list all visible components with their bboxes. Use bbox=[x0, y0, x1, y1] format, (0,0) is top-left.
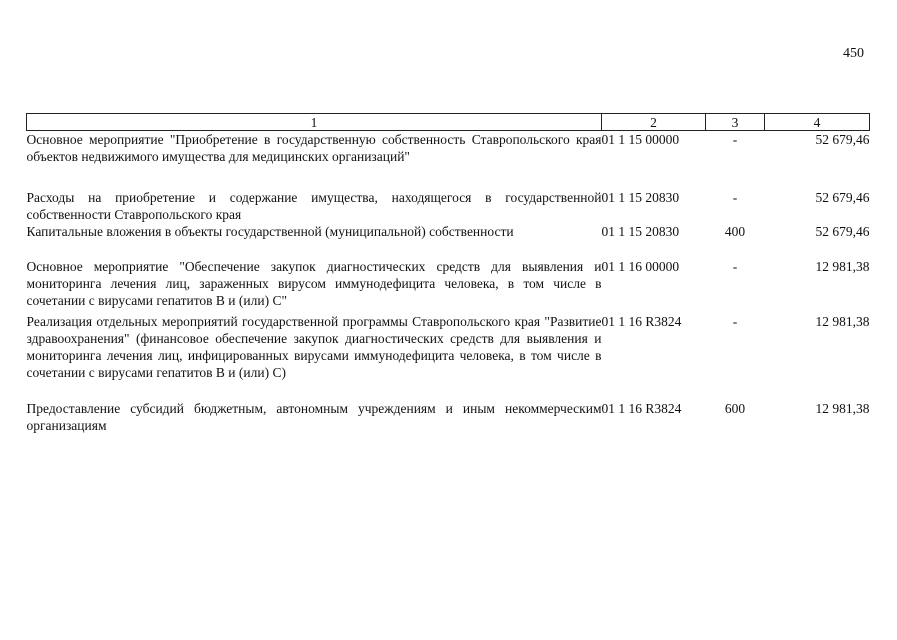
column-header-4: 4 bbox=[765, 114, 870, 131]
row-expense-type: - bbox=[732, 314, 738, 329]
row-code: 01 1 16 R3824 bbox=[601, 314, 682, 329]
row-expense-type: 600 bbox=[724, 401, 746, 416]
row-code: 01 1 16 00000 bbox=[601, 259, 680, 274]
row-expense-type: 400 bbox=[724, 224, 746, 239]
column-header-2: 2 bbox=[602, 114, 706, 131]
row-amount: 52 679,46 bbox=[815, 190, 870, 205]
row-amount: 52 679,46 bbox=[815, 224, 870, 239]
table-row bbox=[27, 258, 870, 313]
row-name: Основное мероприятие "Обеспечение закупок диагностических средств для выявления и мониторинга лечения лиц, зараженных вирусом иммунодефицита человека, в том числе в сочетании с вирусами гепатитов В и (или) С" bbox=[26, 259, 602, 308]
table-row bbox=[27, 131, 870, 190]
table-row bbox=[27, 313, 870, 400]
row-code: 01 1 15 20830 bbox=[601, 190, 680, 205]
row-expense-type: - bbox=[732, 190, 738, 205]
table-header-row bbox=[27, 114, 870, 131]
table-row bbox=[27, 189, 870, 223]
page-number: 450 bbox=[843, 46, 864, 61]
column-header-3: 3 bbox=[706, 114, 765, 131]
row-name: Реализация отдельных мероприятий государственной программы Ставропольского края "Развитие здравоохранения" (финансовое обеспечение закупок диагностических средств для выявления и мониторинга лечения лиц, инфицированных вирусами иммунодефицита человека, в том числе в сочетании с вирусами гепатитов В и (или) С) bbox=[26, 314, 602, 380]
row-code: 01 1 15 20830 bbox=[601, 224, 680, 239]
row-expense-type: - bbox=[732, 259, 738, 274]
row-name: Капитальные вложения в объекты государственной (муниципальной) собственности bbox=[26, 224, 514, 239]
row-code: 01 1 15 00000 bbox=[601, 132, 680, 147]
row-name: Основное мероприятие "Приобретение в государственную собственность Ставропольского края объектов недвижимого имущества для медицинских организаций" bbox=[26, 132, 602, 164]
column-header-1: 1 bbox=[27, 114, 602, 131]
row-code: 01 1 16 R3824 bbox=[601, 401, 682, 416]
row-amount: 12 981,38 bbox=[815, 401, 870, 416]
row-amount: 52 679,46 bbox=[815, 132, 870, 147]
table-row bbox=[27, 223, 870, 258]
row-amount: 12 981,38 bbox=[815, 259, 870, 274]
row-name: Расходы на приобретение и содержание имущества, находящегося в государственной собственности Ставропольского края bbox=[26, 190, 602, 222]
row-name: Предоставление субсидий бюджетным, автономным учреждениям и иным некоммерческим организациям bbox=[26, 401, 602, 433]
row-amount: 12 981,38 bbox=[815, 314, 870, 329]
budget-table bbox=[26, 113, 870, 434]
row-expense-type: - bbox=[732, 132, 738, 147]
table-row bbox=[27, 400, 870, 434]
